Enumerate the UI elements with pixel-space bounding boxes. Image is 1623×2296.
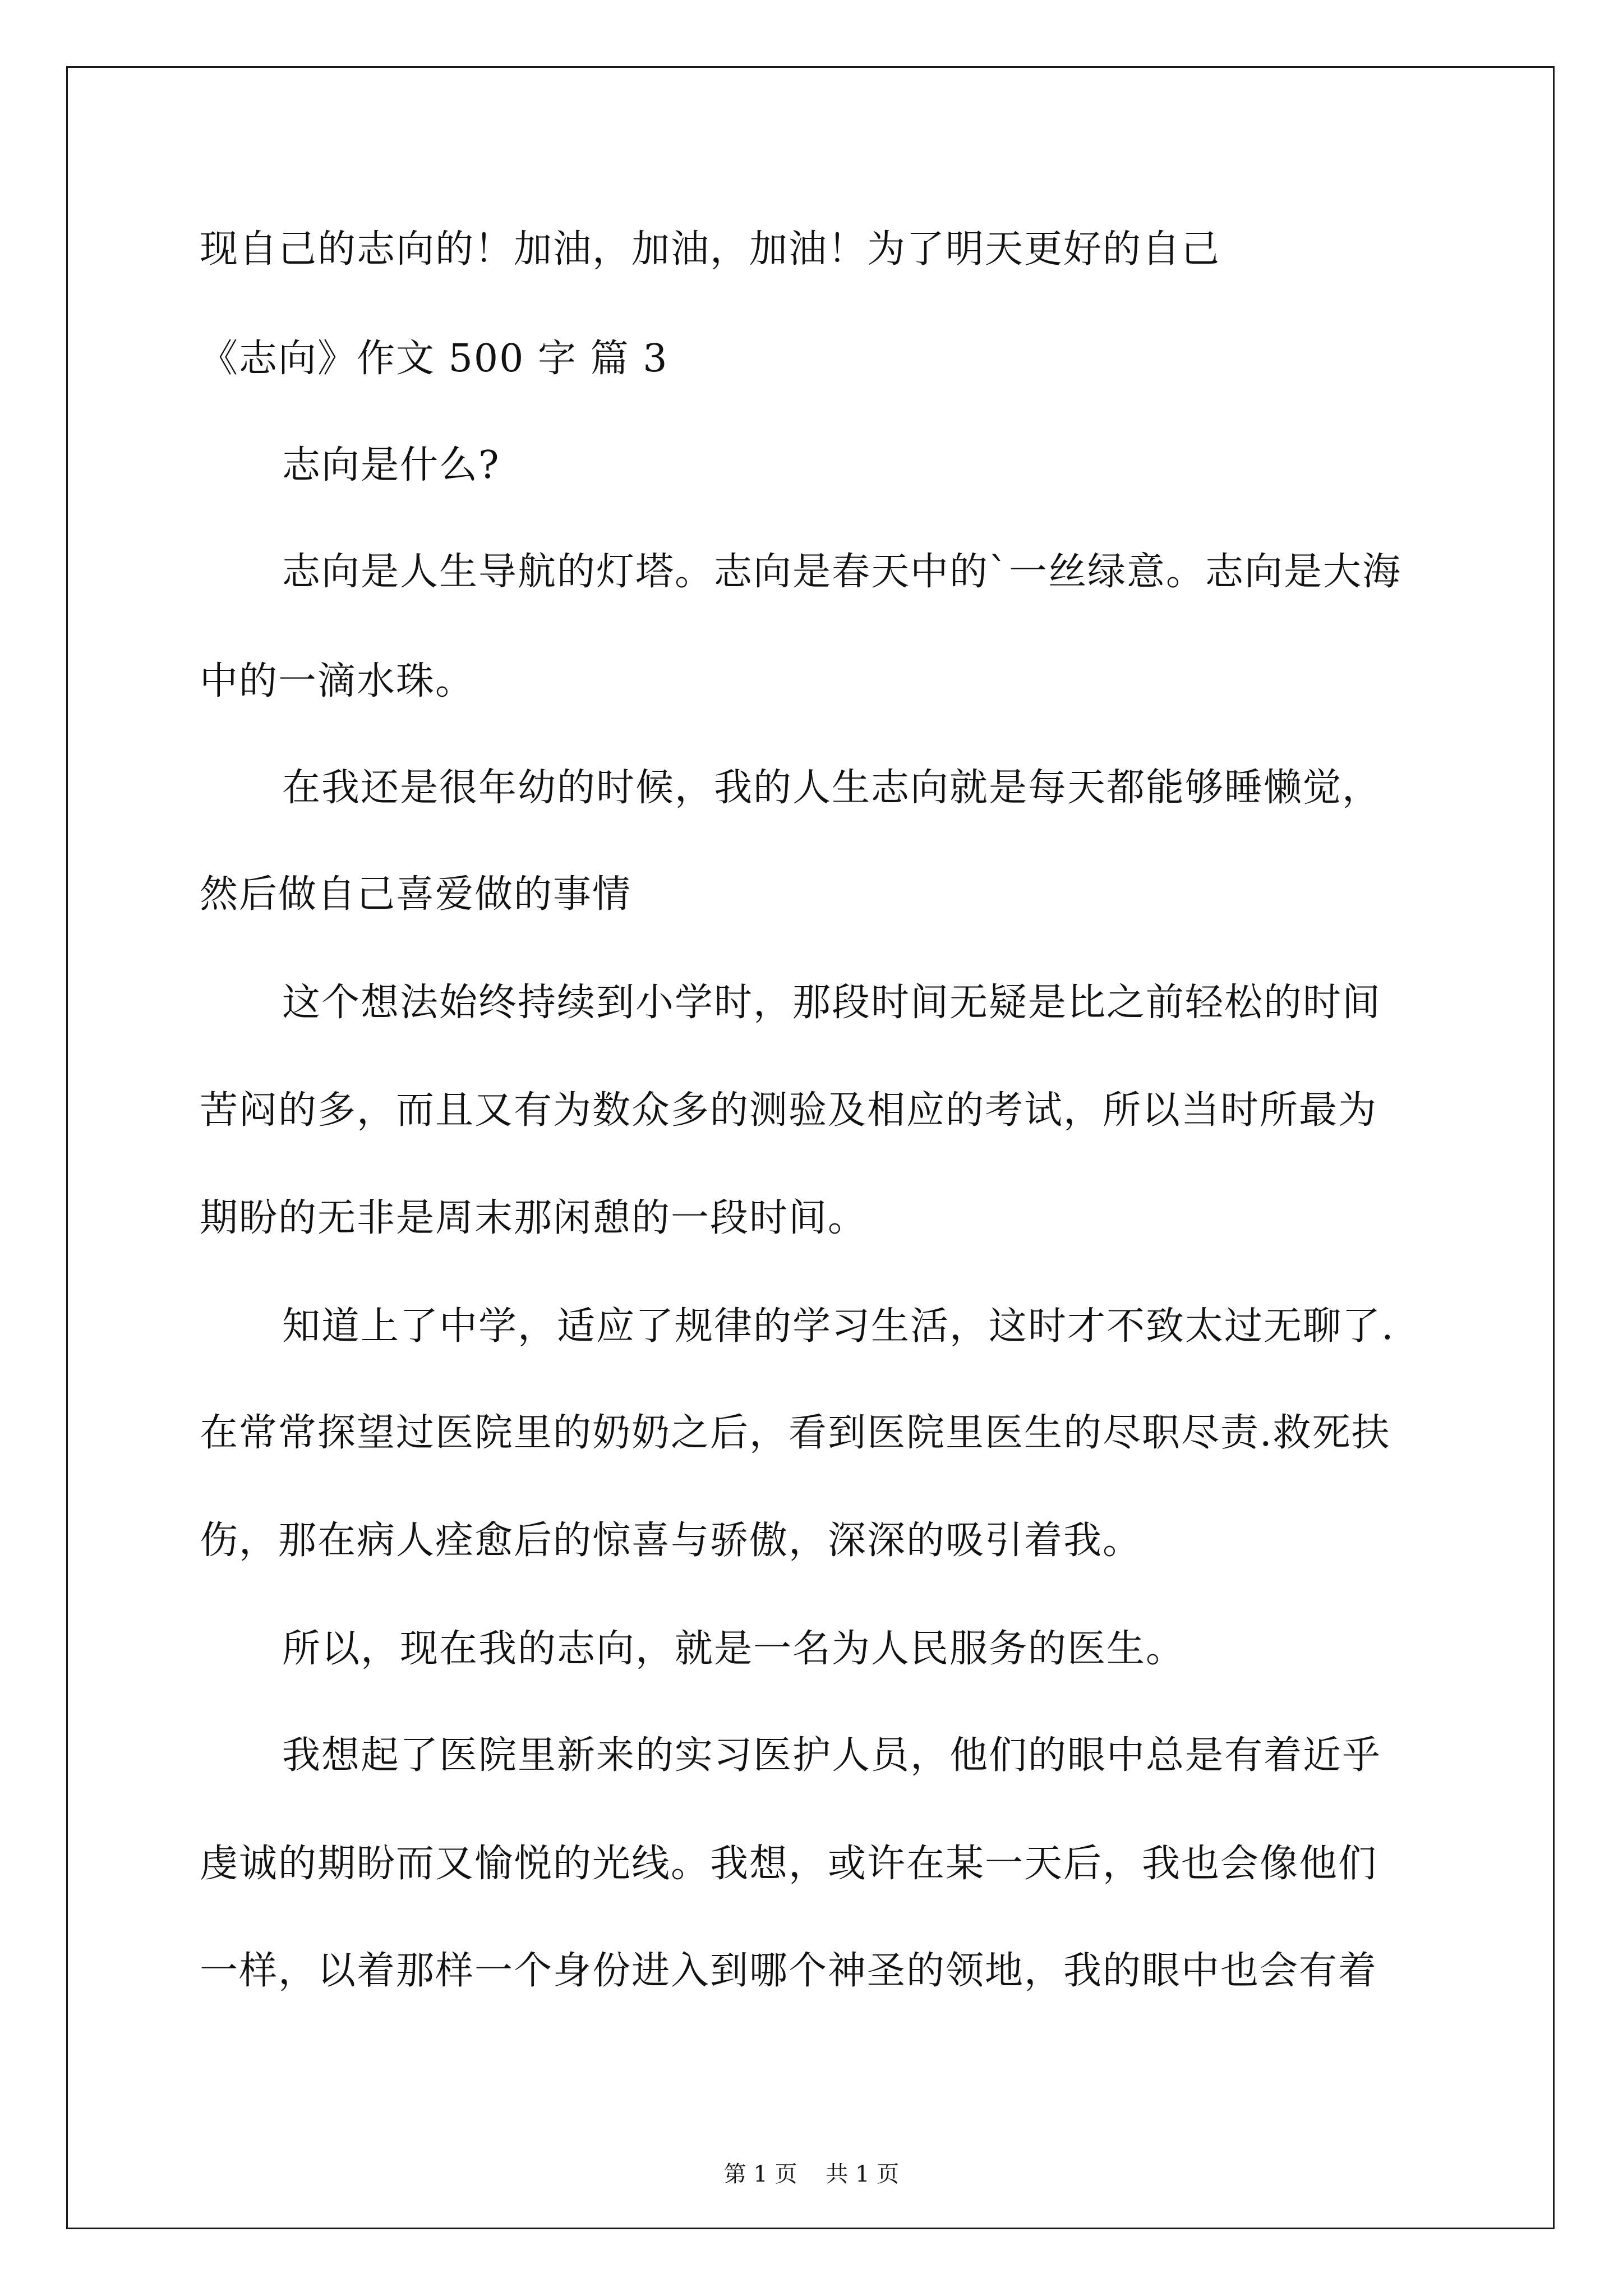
text-line: 在常常探望过医院里的奶奶之后，看到医院里医生的尽职尽责.救死扶 [200, 1411, 1391, 1455]
text-line: 中的一滴水珠。 [200, 659, 475, 703]
text-line: 志向是什么? [282, 443, 500, 487]
text-line: 伤，那在病人痊愈后的惊喜与骄傲，深深的吸引着我。 [200, 1519, 1142, 1563]
text-line: 在我还是很年幼的时候，我的人生志向就是每天都能够睡懒觉， [282, 766, 1382, 810]
text-line: 这个想法始终持续到小学时，那段时间无疑是比之前轻松的时间 [282, 981, 1382, 1025]
text-line: 所以，现在我的志向，就是一名为人民服务的医生。 [282, 1627, 1186, 1671]
text-line: 现自己的志向的！加油，加油，加油！为了明天更好的自己 [200, 227, 1221, 272]
section-heading: 《志向》作文 500 字 篇 3 [200, 337, 668, 381]
text-line: 苦闷的多，而且又有为数众多的测验及相应的考试，所以当时所最为 [200, 1088, 1378, 1133]
page-border [66, 66, 1555, 2229]
text-line: 志向是人生导航的灯塔。志向是春天中的`一丝绿意。志向是大海 [282, 550, 1402, 594]
text-line: 期盼的无非是周末那闲憩的一段时间。 [200, 1196, 868, 1240]
text-line: 我想起了医院里新来的实习医护人员，他们的眼中总是有着近乎 [282, 1733, 1382, 1778]
text-line: 虔诚的期盼而又愉悦的光线。我想，或许在某一天后，我也会像他们 [200, 1842, 1378, 1886]
page-footer: 第 1 页 共 1 页 [723, 2161, 900, 2187]
text-line: 知道上了中学，适应了规律的学习生活，这时才不致太过无聊了. [282, 1304, 1395, 1349]
text-line: 一样，以着那样一个身份进入到哪个神圣的领地，我的眼中也会有着 [200, 1949, 1378, 1993]
text-line: 然后做自己喜爱做的事情 [200, 872, 632, 917]
